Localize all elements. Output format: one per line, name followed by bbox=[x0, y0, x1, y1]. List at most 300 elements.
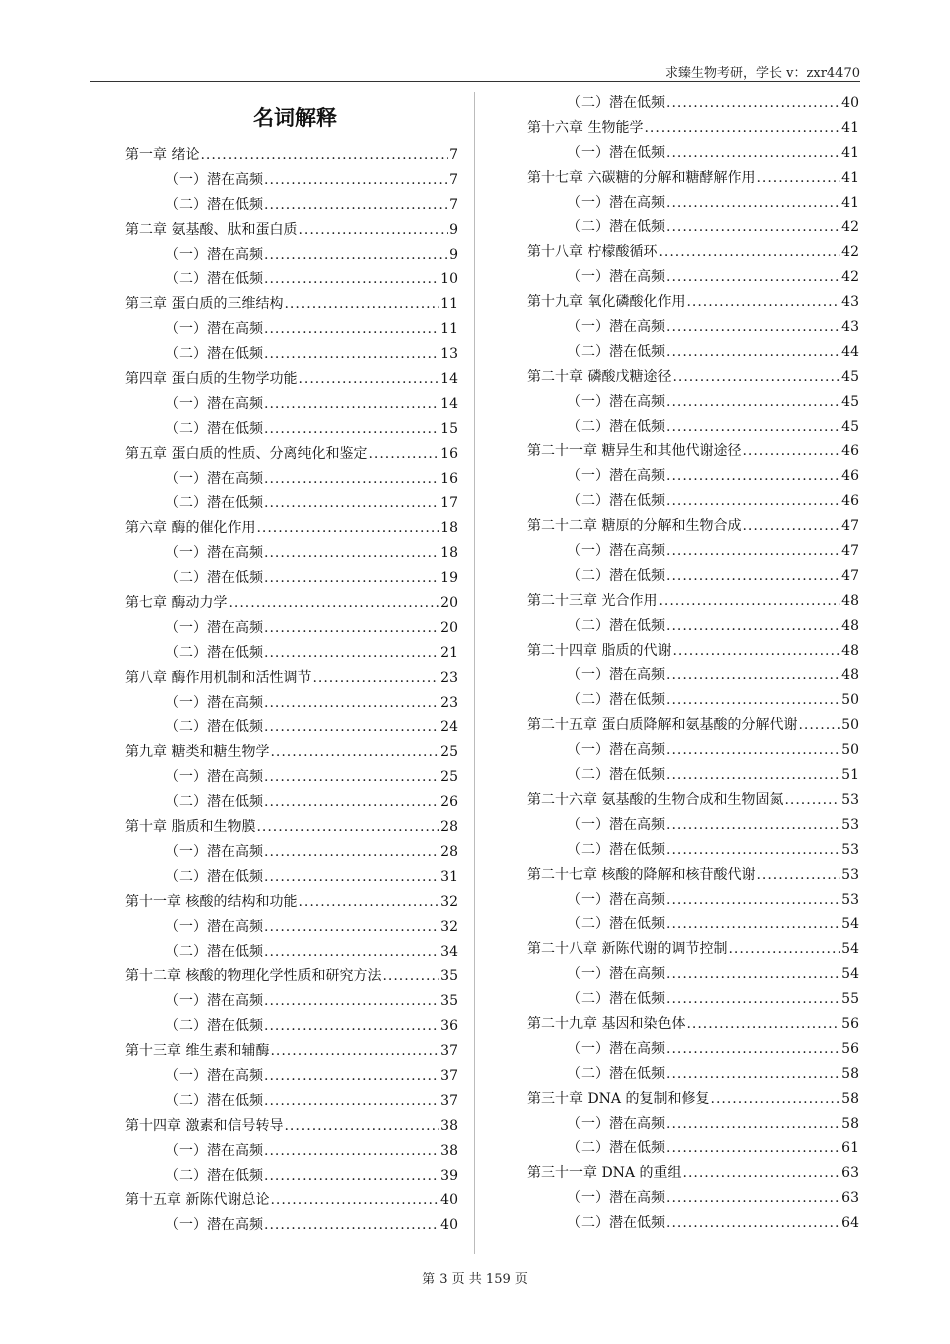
toc-chapter-entry[interactable] bbox=[125, 442, 458, 467]
toc-chapter-entry[interactable] bbox=[527, 788, 859, 813]
toc-page-number: 63 bbox=[841, 1190, 859, 1207]
toc-subsection-entry[interactable] bbox=[527, 912, 859, 937]
toc-entry-label: （一）潜在高频 bbox=[165, 545, 263, 562]
toc-page-number: 34 bbox=[440, 943, 458, 960]
toc-leader-dots bbox=[666, 987, 840, 1012]
toc-chapter-entry[interactable] bbox=[527, 863, 859, 888]
toc-entry-label: （二）潜在低频 bbox=[165, 196, 263, 213]
toc-leader-dots bbox=[666, 888, 840, 913]
toc-entry-label: （二）潜在低频 bbox=[567, 916, 665, 933]
toc-leader-dots bbox=[666, 191, 840, 216]
toc-entry-label: （一）潜在高频 bbox=[165, 1142, 263, 1159]
toc-chapter-entry[interactable] bbox=[527, 1012, 859, 1037]
toc-subsection-entry[interactable] bbox=[527, 1062, 859, 1087]
toc-leader-dots bbox=[264, 1139, 439, 1164]
toc-entry-label: 第五章 蛋白质的性质、分离纯化和鉴定 bbox=[125, 445, 368, 462]
toc-chapter-entry[interactable] bbox=[527, 1161, 859, 1186]
toc-page-number: 28 bbox=[440, 819, 458, 836]
toc-leader-dots bbox=[264, 193, 448, 218]
toc-entry-label: （一）潜在高频 bbox=[567, 667, 665, 684]
toc-chapter-entry[interactable] bbox=[527, 1087, 859, 1112]
toc-entry-label: （一）潜在高频 bbox=[165, 246, 263, 263]
toc-entry-label: 第二十九章 基因和染色体 bbox=[527, 1015, 686, 1032]
toc-leader-dots bbox=[264, 790, 439, 815]
toc-entry-label: （一）潜在高频 bbox=[165, 470, 263, 487]
toc-leader-dots bbox=[666, 1186, 840, 1211]
toc-subsection-entry[interactable] bbox=[527, 1112, 859, 1137]
toc-page-number: 31 bbox=[440, 868, 458, 885]
toc-entry-label: （一）潜在高频 bbox=[165, 171, 263, 188]
toc-subsection-entry[interactable] bbox=[125, 989, 458, 1014]
toc-subsection-entry[interactable] bbox=[527, 838, 859, 863]
toc-page-number: 13 bbox=[440, 346, 458, 363]
toc-subsection-entry[interactable] bbox=[125, 467, 458, 492]
toc-subsection-entry[interactable] bbox=[527, 1136, 859, 1161]
toc-entry-label: （一）潜在高频 bbox=[165, 918, 263, 935]
toc-page-number: 54 bbox=[841, 941, 859, 958]
toc-entry-label: （一）潜在高频 bbox=[567, 1190, 665, 1207]
toc-chapter-entry[interactable] bbox=[527, 639, 859, 664]
toc-subsection-entry[interactable] bbox=[527, 265, 859, 290]
toc-entry-label: 第四章 蛋白质的生物学功能 bbox=[125, 371, 298, 388]
toc-page-number: 41 bbox=[841, 194, 859, 211]
toc-subsection-entry[interactable] bbox=[125, 168, 458, 193]
toc-entry-label: （一）潜在高频 bbox=[567, 891, 665, 908]
toc-entry-label: 第十章 脂质和生物膜 bbox=[125, 819, 256, 836]
toc-subsection-entry[interactable] bbox=[527, 390, 859, 415]
toc-page-number: 9 bbox=[449, 246, 458, 263]
toc-subsection-entry[interactable] bbox=[125, 915, 458, 940]
toc-leader-dots bbox=[784, 788, 840, 813]
toc-leader-dots bbox=[264, 765, 439, 790]
toc-page-number: 20 bbox=[440, 595, 458, 612]
toc-entry-label: 第二十二章 糖原的分解和生物合成 bbox=[527, 518, 742, 535]
toc-leader-dots bbox=[382, 964, 439, 989]
toc-page-number: 11 bbox=[440, 296, 458, 313]
toc-leader-dots bbox=[683, 1161, 841, 1186]
toc-leader-dots bbox=[298, 890, 439, 915]
toc-entry-label: （一）潜在高频 bbox=[165, 993, 263, 1010]
toc-entry-label: 第二十章 磷酸戊糖途径 bbox=[527, 368, 672, 385]
toc-entry-label: 第八章 酶作用机制和活性调节 bbox=[125, 669, 312, 686]
toc-leader-dots bbox=[264, 491, 439, 516]
toc-subsection-entry[interactable] bbox=[527, 1211, 859, 1236]
toc-entry-label: 第二十七章 核酸的降解和核苷酸代谢 bbox=[527, 866, 756, 883]
toc-entry-label: （二）潜在低频 bbox=[567, 1140, 665, 1157]
toc-page-number: 16 bbox=[440, 470, 458, 487]
toc-chapter-entry[interactable] bbox=[125, 890, 458, 915]
toc-entry-label: （二）潜在低频 bbox=[567, 343, 665, 360]
toc-entry-label: （一）潜在高频 bbox=[567, 1040, 665, 1057]
toc-subsection-entry[interactable] bbox=[125, 342, 458, 367]
toc-leader-dots bbox=[264, 1014, 439, 1039]
toc-entry-label: （二）潜在低频 bbox=[165, 495, 263, 512]
toc-page-number: 11 bbox=[440, 321, 458, 338]
toc-page-number: 48 bbox=[841, 617, 859, 634]
toc-entry-label: （一）潜在高频 bbox=[165, 1217, 263, 1234]
toc-page-number: 45 bbox=[841, 368, 859, 385]
toc-leader-dots bbox=[666, 340, 840, 365]
toc-page-number: 45 bbox=[841, 418, 859, 435]
toc-chapter-entry[interactable] bbox=[527, 290, 859, 315]
toc-leader-dots bbox=[256, 815, 439, 840]
toc-chapter-entry[interactable] bbox=[125, 591, 458, 616]
toc-chapter-entry[interactable] bbox=[125, 1188, 458, 1213]
toc-entry-label: （二）潜在低频 bbox=[567, 418, 665, 435]
toc-entry-label: （一）潜在高频 bbox=[567, 543, 665, 560]
toc-chapter-entry[interactable] bbox=[125, 367, 458, 392]
toc-subsection-entry[interactable] bbox=[125, 641, 458, 666]
toc-subsection-entry[interactable] bbox=[125, 616, 458, 641]
toc-chapter-entry[interactable] bbox=[125, 740, 458, 765]
toc-subsection-entry[interactable] bbox=[125, 765, 458, 790]
toc-entry-label: （一）潜在高频 bbox=[165, 843, 263, 860]
toc-entry-label: 第十四章 激素和信号转导 bbox=[125, 1117, 284, 1134]
toc-page-number: 46 bbox=[841, 443, 859, 460]
toc-subsection-entry[interactable] bbox=[125, 417, 458, 442]
toc-page-number: 46 bbox=[841, 468, 859, 485]
toc-chapter-entry[interactable] bbox=[125, 964, 458, 989]
toc-entry-label: （二）潜在低频 bbox=[567, 95, 665, 111]
toc-page-number: 53 bbox=[841, 841, 859, 858]
toc-leader-dots bbox=[264, 641, 439, 666]
toc-subsection-entry[interactable] bbox=[527, 813, 859, 838]
toc-page-number: 7 bbox=[449, 147, 458, 163]
toc-subsection-entry[interactable] bbox=[527, 614, 859, 639]
toc-page-number: 42 bbox=[841, 244, 859, 261]
toc-entry-label: 第七章 酶动力学 bbox=[125, 595, 228, 612]
toc-leader-dots bbox=[264, 1164, 439, 1189]
toc-chapter-entry[interactable] bbox=[125, 516, 458, 541]
toc-chapter-entry[interactable] bbox=[527, 589, 859, 614]
toc-leader-dots bbox=[666, 390, 840, 415]
toc-entry-label: （一）潜在高频 bbox=[567, 816, 665, 833]
toc-entry-label: （二）潜在低频 bbox=[165, 1167, 263, 1184]
toc-subsection-entry[interactable] bbox=[125, 840, 458, 865]
toc-page-number: 39 bbox=[440, 1167, 458, 1184]
toc-leader-dots bbox=[264, 467, 439, 492]
toc-entry-label: （二）潜在低频 bbox=[165, 1092, 263, 1109]
toc-entry-label: （二）潜在低频 bbox=[165, 868, 263, 885]
toc-entry-label: 第二十三章 光合作用 bbox=[527, 592, 658, 609]
toc-page-number: 53 bbox=[841, 791, 859, 808]
toc-subsection-entry[interactable] bbox=[527, 539, 859, 564]
toc-subsection-entry[interactable] bbox=[527, 464, 859, 489]
toc-chapter-entry[interactable] bbox=[527, 439, 859, 464]
toc-chapter-entry[interactable] bbox=[527, 116, 859, 141]
toc-entry-label: 第三十章 DNA 的复制和修复 bbox=[527, 1090, 710, 1107]
toc-page-number: 44 bbox=[841, 343, 859, 360]
toc-entry-label: 第二十五章 蛋白质降解和氨基酸的分解代谢 bbox=[527, 717, 798, 734]
toc-leader-dots bbox=[264, 865, 439, 890]
toc-subsection-entry[interactable] bbox=[125, 392, 458, 417]
toc-subsection-entry[interactable] bbox=[527, 738, 859, 763]
toc-page-number: 53 bbox=[841, 891, 859, 908]
toc-subsection-entry[interactable] bbox=[125, 865, 458, 890]
toc-leader-dots bbox=[666, 763, 840, 788]
toc-subsection-entry[interactable] bbox=[527, 1186, 859, 1211]
toc-entry-label: 第十八章 柠檬酸循环 bbox=[527, 244, 658, 261]
toc-entry-label: （一）潜在高频 bbox=[567, 1115, 665, 1132]
toc-page-number: 41 bbox=[841, 169, 859, 186]
toc-leader-dots bbox=[264, 1213, 439, 1238]
toc-entry-label: （二）潜在低频 bbox=[165, 570, 263, 587]
toc-leader-dots bbox=[284, 1114, 439, 1139]
toc-page-number: 10 bbox=[440, 271, 458, 288]
toc-subsection-entry[interactable] bbox=[125, 491, 458, 516]
toc-page-number: 38 bbox=[440, 1117, 458, 1134]
toc-entry-label: （二）潜在低频 bbox=[567, 991, 665, 1008]
toc-entry-label: （一）潜在高频 bbox=[567, 269, 665, 286]
toc-page-number: 35 bbox=[440, 968, 458, 985]
toc-page-number: 46 bbox=[841, 493, 859, 510]
toc-leader-dots bbox=[666, 315, 840, 340]
toc-entry-label: 第十六章 生物能学 bbox=[527, 119, 644, 136]
toc-page-number: 54 bbox=[841, 966, 859, 983]
toc-chapter-entry[interactable] bbox=[125, 1114, 458, 1139]
toc-chapter-entry[interactable] bbox=[125, 218, 458, 243]
toc-leader-dots bbox=[228, 591, 439, 616]
toc-chapter-entry[interactable] bbox=[527, 365, 859, 390]
toc-page-number: 32 bbox=[440, 918, 458, 935]
toc-leader-dots bbox=[658, 589, 840, 614]
toc-leader-dots bbox=[658, 240, 840, 265]
toc-subsection-entry[interactable] bbox=[125, 317, 458, 342]
toc-entry-label: （二）潜在低频 bbox=[165, 346, 263, 363]
toc-entry-label: 第十一章 核酸的结构和功能 bbox=[125, 893, 298, 910]
toc-entry-label: （二）潜在低频 bbox=[165, 644, 263, 661]
toc-page-number: 58 bbox=[841, 1115, 859, 1132]
toc-subsection-entry[interactable] bbox=[527, 987, 859, 1012]
toc-entry-label: 第二章 氨基酸、肽和蛋白质 bbox=[125, 221, 298, 238]
toc-leader-dots bbox=[264, 616, 439, 641]
toc-page-number: 20 bbox=[440, 619, 458, 636]
toc-leader-dots bbox=[666, 1112, 840, 1137]
toc-page-number: 58 bbox=[841, 1065, 859, 1082]
toc-leader-dots bbox=[666, 265, 840, 290]
toc-leader-dots bbox=[270, 1188, 439, 1213]
toc-page-number: 54 bbox=[841, 916, 859, 933]
toc-leader-dots bbox=[666, 813, 840, 838]
toc-subsection-entry[interactable] bbox=[527, 340, 859, 365]
toc-leader-dots bbox=[672, 365, 840, 390]
toc-entry-label: （一）潜在高频 bbox=[567, 966, 665, 983]
toc-entry-label: （二）潜在低频 bbox=[567, 567, 665, 584]
toc-chapter-entry[interactable] bbox=[125, 143, 458, 168]
toc-page-number: 38 bbox=[440, 1142, 458, 1159]
toc-subsection-entry[interactable] bbox=[527, 962, 859, 987]
toc-chapter-entry[interactable] bbox=[527, 713, 859, 738]
toc-entry-label: （一）潜在高频 bbox=[567, 319, 665, 336]
toc-page-number: 37 bbox=[440, 1043, 458, 1060]
toc-page-number: 51 bbox=[841, 767, 859, 784]
toc-page-number: 32 bbox=[440, 893, 458, 910]
toc-subsection-entry[interactable] bbox=[527, 663, 859, 688]
toc-page-number: 14 bbox=[440, 371, 458, 388]
toc-leader-dots bbox=[666, 91, 840, 116]
toc-subsection-entry[interactable] bbox=[125, 1064, 458, 1089]
toc-leader-dots bbox=[264, 267, 439, 292]
toc-entry-label: （二）潜在低频 bbox=[567, 692, 665, 709]
toc-page-number: 58 bbox=[841, 1090, 859, 1107]
toc-leader-dots bbox=[666, 1136, 840, 1161]
toc-entry-label: 第十三章 维生素和辅酶 bbox=[125, 1043, 270, 1060]
page-title: 名词解释 bbox=[253, 106, 337, 130]
toc-entry-label: 第二十四章 脂质的代谢 bbox=[527, 642, 672, 659]
toc-subsection-entry[interactable] bbox=[125, 193, 458, 218]
toc-subsection-entry[interactable] bbox=[125, 541, 458, 566]
toc-leader-dots bbox=[264, 989, 439, 1014]
toc-chapter-entry[interactable] bbox=[125, 815, 458, 840]
toc-page-number: 7 bbox=[449, 196, 458, 213]
toc-subsection-entry[interactable] bbox=[527, 91, 859, 116]
toc-subsection-entry[interactable] bbox=[125, 691, 458, 716]
toc-leader-dots bbox=[264, 342, 439, 367]
toc-subsection-entry[interactable] bbox=[527, 489, 859, 514]
toc-subsection-entry[interactable] bbox=[125, 566, 458, 591]
toc-leader-dots bbox=[264, 1089, 439, 1114]
toc-leader-dots bbox=[728, 937, 840, 962]
toc-subsection-entry[interactable] bbox=[125, 1014, 458, 1039]
toc-page-number: 24 bbox=[440, 719, 458, 736]
toc-subsection-entry[interactable] bbox=[527, 191, 859, 216]
toc-page-number: 36 bbox=[440, 1018, 458, 1035]
toc-entry-label: 第二十六章 氨基酸的生物合成和生物固氮 bbox=[527, 791, 784, 808]
toc-leader-dots bbox=[298, 218, 448, 243]
toc-page-number: 48 bbox=[841, 642, 859, 659]
toc-leader-dots bbox=[666, 489, 840, 514]
toc-leader-dots bbox=[686, 290, 840, 315]
toc-page-number: 50 bbox=[841, 692, 859, 709]
toc-leader-dots bbox=[666, 215, 840, 240]
toc-leader-dots bbox=[756, 166, 840, 191]
toc-page-number: 43 bbox=[841, 319, 859, 336]
toc-leader-dots bbox=[666, 1062, 840, 1087]
toc-subsection-entry[interactable] bbox=[527, 315, 859, 340]
toc-page-number: 28 bbox=[440, 843, 458, 860]
toc-leader-dots bbox=[312, 666, 439, 691]
toc-entry-label: 第十二章 核酸的物理化学性质和研究方法 bbox=[125, 968, 382, 985]
toc-page-number: 40 bbox=[841, 95, 859, 111]
toc-entry-label: 第十七章 六碳糖的分解和糖酵解作用 bbox=[527, 169, 756, 186]
toc-page-number: 25 bbox=[440, 769, 458, 786]
toc-entry-label: （二）潜在低频 bbox=[165, 719, 263, 736]
toc-chapter-entry[interactable] bbox=[125, 1039, 458, 1064]
column-divider bbox=[474, 92, 475, 1254]
toc-entry-label: 第三章 蛋白质的三维结构 bbox=[125, 296, 284, 313]
toc-chapter-entry[interactable] bbox=[125, 292, 458, 317]
toc-subsection-entry[interactable] bbox=[125, 940, 458, 965]
toc-entry-label: （一）潜在高频 bbox=[567, 468, 665, 485]
toc-page-number: 23 bbox=[440, 694, 458, 711]
toc-page-number: 26 bbox=[440, 794, 458, 811]
toc-entry-label: 第二十一章 糖异生和其他代谢途径 bbox=[527, 443, 742, 460]
toc-entry-label: （二）潜在低频 bbox=[567, 1215, 665, 1232]
toc-page-number: 23 bbox=[440, 669, 458, 686]
toc-subsection-entry[interactable] bbox=[527, 763, 859, 788]
toc-subsection-entry[interactable] bbox=[527, 1037, 859, 1062]
toc-page-number: 47 bbox=[841, 567, 859, 584]
toc-leader-dots bbox=[666, 415, 840, 440]
toc-leader-dots bbox=[666, 564, 840, 589]
toc-leader-dots bbox=[644, 116, 840, 141]
toc-page-number: 18 bbox=[440, 545, 458, 562]
toc-leader-dots bbox=[270, 740, 439, 765]
toc-leader-dots bbox=[264, 1064, 439, 1089]
toc-entry-label: （一）潜在低频 bbox=[567, 144, 665, 161]
toc-subsection-entry[interactable] bbox=[125, 1164, 458, 1189]
toc-chapter-entry[interactable] bbox=[527, 937, 859, 962]
toc-leader-dots bbox=[666, 614, 840, 639]
toc-page-number: 56 bbox=[841, 1015, 859, 1032]
toc-chapter-entry[interactable] bbox=[125, 666, 458, 691]
toc-leader-dots bbox=[264, 243, 448, 268]
toc-page-number: 47 bbox=[841, 518, 859, 535]
toc-subsection-entry[interactable] bbox=[125, 715, 458, 740]
toc-chapter-entry[interactable] bbox=[527, 514, 859, 539]
toc-leader-dots bbox=[666, 912, 840, 937]
toc-page-number: 17 bbox=[440, 495, 458, 512]
toc-subsection-entry[interactable] bbox=[125, 243, 458, 268]
toc-entry-label: 第一章 绪论 bbox=[125, 147, 200, 163]
toc-chapter-entry[interactable] bbox=[527, 166, 859, 191]
toc-entry-label: 第十九章 氧化磷酸化作用 bbox=[527, 294, 686, 311]
toc-subsection-entry[interactable] bbox=[527, 688, 859, 713]
toc-page-number: 41 bbox=[841, 144, 859, 161]
toc-subsection-entry[interactable] bbox=[125, 1139, 458, 1164]
toc-subsection-entry[interactable] bbox=[125, 1089, 458, 1114]
toc-subsection-entry[interactable] bbox=[125, 790, 458, 815]
toc-entry-label: （二）潜在低频 bbox=[567, 1065, 665, 1082]
toc-subsection-entry[interactable] bbox=[125, 267, 458, 292]
toc-page-number: 40 bbox=[440, 1217, 458, 1234]
toc-entry-label: （一）潜在高频 bbox=[567, 194, 665, 211]
toc-entry-label: 第十五章 新陈代谢总论 bbox=[125, 1192, 270, 1209]
toc-entry-label: （二）潜在低频 bbox=[165, 943, 263, 960]
toc-chapter-entry[interactable] bbox=[527, 240, 859, 265]
toc-page-number: 21 bbox=[440, 644, 458, 661]
toc-subsection-entry[interactable] bbox=[527, 415, 859, 440]
toc-leader-dots bbox=[270, 1039, 439, 1064]
toc-page-number: 53 bbox=[841, 866, 859, 883]
toc-leader-dots bbox=[666, 1211, 840, 1236]
toc-page-number: 7 bbox=[449, 171, 458, 188]
toc-entry-label: 第二十八章 新陈代谢的调节控制 bbox=[527, 941, 728, 958]
toc-leader-dots bbox=[200, 143, 448, 168]
toc-subsection-entry[interactable] bbox=[527, 141, 859, 166]
toc-entry-label: （二）潜在低频 bbox=[567, 767, 665, 784]
toc-page-number: 42 bbox=[841, 219, 859, 236]
toc-entry-label: （一）潜在高频 bbox=[165, 619, 263, 636]
toc-entry-label: （二）潜在低频 bbox=[165, 420, 263, 437]
toc-page-number: 37 bbox=[440, 1067, 458, 1084]
toc-page-number: 48 bbox=[841, 667, 859, 684]
toc-right-column bbox=[527, 91, 859, 1236]
toc-leader-dots bbox=[264, 940, 439, 965]
toc-leader-dots bbox=[264, 840, 439, 865]
toc-subsection-entry[interactable] bbox=[527, 215, 859, 240]
toc-subsection-entry[interactable] bbox=[527, 564, 859, 589]
toc-entry-label: （二）潜在低频 bbox=[567, 841, 665, 858]
toc-page-number: 40 bbox=[440, 1192, 458, 1209]
toc-leader-dots bbox=[264, 691, 439, 716]
toc-subsection-entry[interactable] bbox=[125, 1213, 458, 1238]
toc-leader-dots bbox=[666, 539, 840, 564]
toc-subsection-entry[interactable] bbox=[527, 888, 859, 913]
toc-page-number: 42 bbox=[841, 269, 859, 286]
toc-leader-dots bbox=[711, 1087, 841, 1112]
toc-entry-label: （一）潜在高频 bbox=[165, 769, 263, 786]
